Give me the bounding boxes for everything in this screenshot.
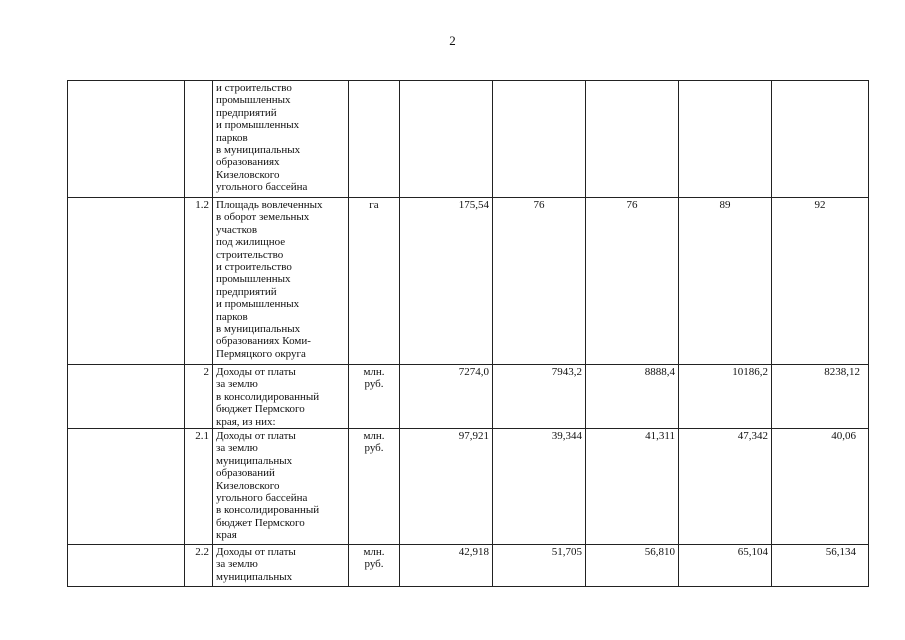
unit-cell <box>349 198 400 365</box>
unit-cell <box>349 429 400 545</box>
table-row <box>68 198 869 365</box>
row-number-cell <box>185 81 213 198</box>
value-cell: 10186,2 <box>679 365 772 429</box>
unit-cell <box>349 365 400 429</box>
indicator-name-cell <box>213 429 349 545</box>
value-cell: 7943,2 <box>493 365 586 429</box>
value-cell: 42,918 <box>400 545 493 587</box>
indicator-name: Доходы от платы за землю в консолидированный бюджет Пермского края, из них: <box>216 366 320 428</box>
indicator-name-cell <box>213 365 349 429</box>
indicators-table <box>67 80 869 587</box>
table-row <box>68 429 869 545</box>
row-number-cell: 2 <box>185 365 213 429</box>
value-cell: 65,104 <box>679 545 772 587</box>
value-cell <box>493 81 586 198</box>
value-cell <box>400 81 493 198</box>
row-number-cell: 2.2 <box>185 545 213 587</box>
value-cell <box>679 81 772 198</box>
value-cell: 8238,12 <box>772 365 869 429</box>
indicator-name: и строительство промышленных предприятий и промышленных парков в муниципальных образованиях Кизеловского угольного бассейна <box>216 82 308 194</box>
unit-text: млн. руб. <box>363 366 385 391</box>
value-cell: 56,810 <box>586 545 679 587</box>
blank-cell <box>68 545 185 587</box>
value-cell: 8888,4 <box>586 365 679 429</box>
value-cell: 41,311 <box>586 429 679 545</box>
unit-text: млн. руб. <box>363 430 385 455</box>
value-cell <box>586 81 679 198</box>
blank-cell <box>68 198 185 365</box>
unit-cell <box>349 545 400 587</box>
page-number: 2 <box>449 33 456 48</box>
value-cell: 76 <box>493 198 586 365</box>
table-row <box>68 545 869 587</box>
blank-cell <box>68 429 185 545</box>
table-body <box>68 81 869 587</box>
indicator-name: Доходы от платы за землю муниципальных <box>216 546 296 583</box>
value-cell: 39,344 <box>493 429 586 545</box>
table-row <box>68 81 869 198</box>
value-cell <box>772 81 869 198</box>
value-cell: 56,134 <box>772 545 869 587</box>
table-row <box>68 365 869 429</box>
indicator-name-cell <box>213 198 349 365</box>
unit-cell <box>349 81 400 198</box>
value-cell: 47,342 <box>679 429 772 545</box>
indicator-name-cell <box>213 81 349 198</box>
blank-cell <box>68 365 185 429</box>
indicator-name-cell <box>213 545 349 587</box>
blank-cell <box>68 81 185 198</box>
value-cell: 92 <box>772 198 869 365</box>
value-cell: 97,921 <box>400 429 493 545</box>
indicator-name: Доходы от платы за землю муниципальных образований Кизеловского угольного бассейна в консолидированный бюджет Пермского края <box>216 430 320 542</box>
unit-text: га <box>369 199 379 211</box>
value-cell: 7274,0 <box>400 365 493 429</box>
value-cell: 40,06 <box>772 429 869 545</box>
row-number-cell: 2.1 <box>185 429 213 545</box>
unit-text: млн. руб. <box>363 546 385 571</box>
indicator-name: Площадь вовлеченных в оборот земельных участков под жилищное строительство и строительство промышленных предприятий и промышленных парков в муниципальных образованиях Коми- Пермяцкого округа <box>216 199 323 360</box>
value-cell: 89 <box>679 198 772 365</box>
row-number-cell: 1.2 <box>185 198 213 365</box>
value-cell: 51,705 <box>493 545 586 587</box>
value-cell: 175,54 <box>400 198 493 365</box>
value-cell: 76 <box>586 198 679 365</box>
